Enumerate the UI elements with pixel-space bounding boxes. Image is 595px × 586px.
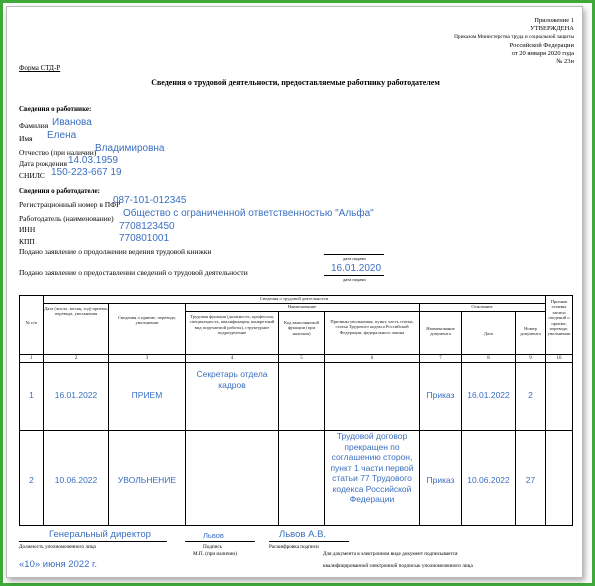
col-event-header: Сведения о приеме, переводе, увольнении <box>117 315 177 326</box>
employer-heading: Сведения о работодателе: <box>19 187 100 195</box>
col-doc-date-header: Дата <box>483 331 494 336</box>
continue-statement-label: Подано заявление о продолжении ведения трудовой книжки <box>19 247 212 256</box>
row2-doc-num: 27 <box>525 475 536 485</box>
col-number: 5 <box>300 356 303 361</box>
provide-statement-label: Подано заявление о предоставлении сведений о трудовой деятельности <box>19 268 248 277</box>
birth-value: 14.03.1959 <box>68 155 119 166</box>
col-number: 7 <box>439 356 442 361</box>
appendix-line-2: УТВЕРЖДЕНА <box>530 25 574 33</box>
appendix-block <box>454 17 574 66</box>
col-number: 4 <box>230 356 234 361</box>
inn-value: 7708123450 <box>119 221 175 232</box>
col-cancel-header: Признак отмены записи сведений о приеме, переводе, увольнении <box>547 299 571 337</box>
electronic-note-line-2: квалифицированной электронной подписью уполномоченного лица <box>323 563 473 569</box>
appendix-line-4: Российской Федерации <box>509 41 574 49</box>
col-doc-num-header: Номер документа <box>520 326 541 337</box>
snils-label: СНИЛС <box>19 171 45 180</box>
row1-doc-num: 2 <box>528 390 533 400</box>
col-reason-header: Причины увольнения, пункт, часть статьи, статья Трудового кодекса Российской Федерации, федерального закона <box>330 319 414 335</box>
col-number: 9 <box>529 356 532 361</box>
document-date: «10» июня 2022 г. <box>19 559 97 570</box>
col-number: 8 <box>487 356 490 361</box>
appendix-line-6: № 23н <box>556 58 574 66</box>
col-code-header: Код выполняемой функции (при наличии) <box>284 320 319 336</box>
continue-date-caption: дата подачи <box>343 256 366 261</box>
electronic-note-line-1: Для документа в электронном виде документ подписывается <box>323 551 458 557</box>
form-code: Форма СТД-Р <box>19 64 61 72</box>
col-number: 1 <box>30 356 33 361</box>
appendix-line-1: Приложение 1 <box>534 17 574 24</box>
col-position-header: Трудовая функция (должность, профессия, специальность, квалификация, конкретный вид поручаемой работы), структурное подразделение <box>189 314 275 336</box>
document-title: Сведения о трудовой деятельности, предоставляемые работнику работодателем <box>151 78 440 87</box>
patronymic-label: Отчество (при наличии) <box>19 148 97 157</box>
surname-label: Фамилия <box>19 121 49 130</box>
row2-doc-date: 10.06.2022 <box>467 475 510 485</box>
row1-date: 16.01.2022 <box>54 390 98 400</box>
appendix-line-3: Приказом Министерства труда и социальной защиты <box>454 34 574 41</box>
col-date-header: Дата (число, месяц, год) приема, перевода, увольнения <box>44 306 108 317</box>
row2-date: 10.06.2022 <box>54 475 98 485</box>
name-line <box>269 541 349 542</box>
provide-date-value: 16.01.2020 <box>331 263 382 274</box>
surname-value: Иванова <box>52 117 92 128</box>
kpp-label: КПП <box>19 237 35 246</box>
row2-reason: Трудовой договор прекращен по соглашению сторон, пункт 1 части первой статьи 77 Трудового кодекса Российской Федерации <box>330 431 414 504</box>
continue-date-line <box>324 254 384 255</box>
signatory-name-value: Львов А.В. <box>279 529 327 540</box>
basis-header: Основание <box>471 304 493 309</box>
org-value: Общество с ограниченной ответственностью "Альфа" <box>123 208 374 219</box>
signature-value: Львов <box>203 531 224 540</box>
signatory-position-value: Генеральный директор <box>49 529 151 540</box>
signatory-position-caption: Должность уполномоченного лица <box>19 544 96 550</box>
row1-doc-date: 16.01.2022 <box>467 390 510 400</box>
snils-value: 150-223-667 19 <box>51 167 122 178</box>
signatory-name-caption: Расшифровка подписи <box>269 544 319 550</box>
signature-caption: Подпись <box>203 544 223 550</box>
name-label: Имя <box>19 134 33 143</box>
provide-date-caption: дата подачи <box>343 277 366 282</box>
col-doc-header: Наименование документа <box>426 326 455 337</box>
org-label: Работодатель (наименование) <box>19 214 114 223</box>
row1-doc: Приказ <box>426 390 455 400</box>
pfr-label: Регистрационный номер в ПФР <box>19 200 121 209</box>
row2-num: 2 <box>29 475 34 485</box>
pfr-value: 087-101-012345 <box>113 195 187 206</box>
position-line <box>19 541 167 542</box>
col-number: 10 <box>556 356 562 361</box>
col-number: 2 <box>74 356 78 361</box>
row1-num: 1 <box>29 390 34 400</box>
row1-event: ПРИЕМ <box>131 390 163 400</box>
row2-event: УВОЛЬНЕНИЕ <box>117 475 177 485</box>
document-sheet <box>6 6 583 578</box>
row1-position: Секретарь отдела кадров <box>196 369 268 390</box>
appendix-line-5: от 20 января 2020 года <box>511 49 574 57</box>
patronymic-value: Владимировна <box>95 143 165 154</box>
provide-date-line <box>324 275 384 276</box>
name-value: Елена <box>47 130 77 141</box>
employee-heading: Сведения о работнике: <box>19 105 92 113</box>
signature-line <box>185 541 255 542</box>
group-header: Сведения о трудовой деятельности <box>259 296 329 301</box>
work-history-table <box>19 295 573 526</box>
birth-label: Дата рождения <box>19 159 67 168</box>
col-number: 6 <box>370 356 374 361</box>
naming-header: Наименование <box>287 304 317 309</box>
kpp-value: 770801001 <box>119 233 170 244</box>
col-number: 3 <box>145 356 149 361</box>
inn-label: ИНН <box>19 225 36 234</box>
row2-doc: Приказ <box>426 475 455 485</box>
col-num-header: № п/п <box>25 320 38 325</box>
stamp-caption: М.П. (при наличии) <box>193 551 237 557</box>
